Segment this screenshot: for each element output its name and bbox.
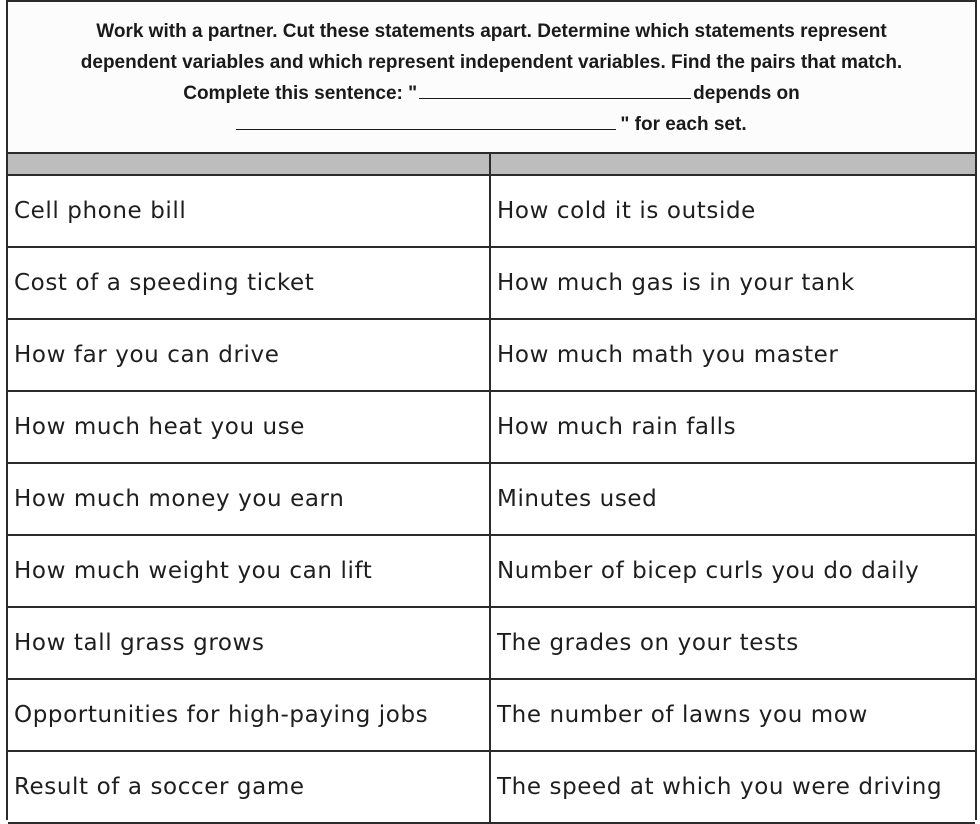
sentence-middle: depends on	[693, 83, 800, 104]
statement-card[interactable]: How tall grass grows	[8, 608, 491, 678]
statement-card[interactable]: How much math you master	[497, 342, 839, 368]
statement-card[interactable]: The grades on your tests	[497, 630, 799, 656]
instructions-line-4	[8, 109, 975, 140]
instructions-line-1: Work with a partner. Cut these statements apart. Determine which statements represent	[96, 21, 887, 42]
table-row	[8, 752, 975, 824]
statement-card[interactable]: Opportunities for high-paying jobs	[8, 680, 491, 750]
table-row	[8, 464, 975, 536]
sentence-prefix: Complete this sentence: "	[183, 83, 418, 104]
statement-card[interactable]: How far you can drive	[8, 320, 491, 390]
statement-card[interactable]: The speed at which you were driving	[497, 774, 943, 800]
instructions-box	[8, 0, 975, 154]
statement-card[interactable]: How cold it is outside	[497, 198, 756, 224]
statement-card[interactable]: How much rain falls	[497, 414, 737, 440]
statement-card[interactable]: How much heat you use	[8, 392, 491, 462]
statement-card[interactable]: How much gas is in your tank	[497, 270, 855, 296]
table-row	[8, 320, 975, 392]
statements-table	[8, 176, 975, 824]
fill-in-blank-2[interactable]	[236, 111, 616, 130]
worksheet	[6, 0, 977, 820]
statement-card[interactable]: How much money you earn	[8, 464, 491, 534]
statement-card[interactable]: Number of bicep curls you do daily	[497, 558, 920, 584]
statement-card[interactable]: The number of lawns you mow	[497, 702, 868, 728]
instructions-line-3	[8, 78, 975, 109]
statement-card[interactable]: Cell phone bill	[8, 176, 491, 246]
statement-card[interactable]: Minutes used	[497, 486, 658, 512]
statement-card[interactable]: How much weight you can lift	[8, 536, 491, 606]
table-row	[8, 248, 975, 320]
table-row	[8, 680, 975, 752]
table-header	[8, 154, 975, 176]
statement-card[interactable]: Result of a soccer game	[8, 752, 491, 822]
table-row	[8, 536, 975, 608]
sentence-suffix: " for each set.	[620, 114, 747, 135]
fill-in-blank-1[interactable]	[419, 80, 691, 99]
table-row	[8, 176, 975, 248]
table-row	[8, 392, 975, 464]
instructions-line-2: dependent variables and which represent independent variables. Find the pairs that match.	[80, 52, 903, 73]
table-row	[8, 608, 975, 680]
statement-card[interactable]: Cost of a speeding ticket	[8, 248, 491, 318]
table-header-left	[8, 154, 491, 174]
